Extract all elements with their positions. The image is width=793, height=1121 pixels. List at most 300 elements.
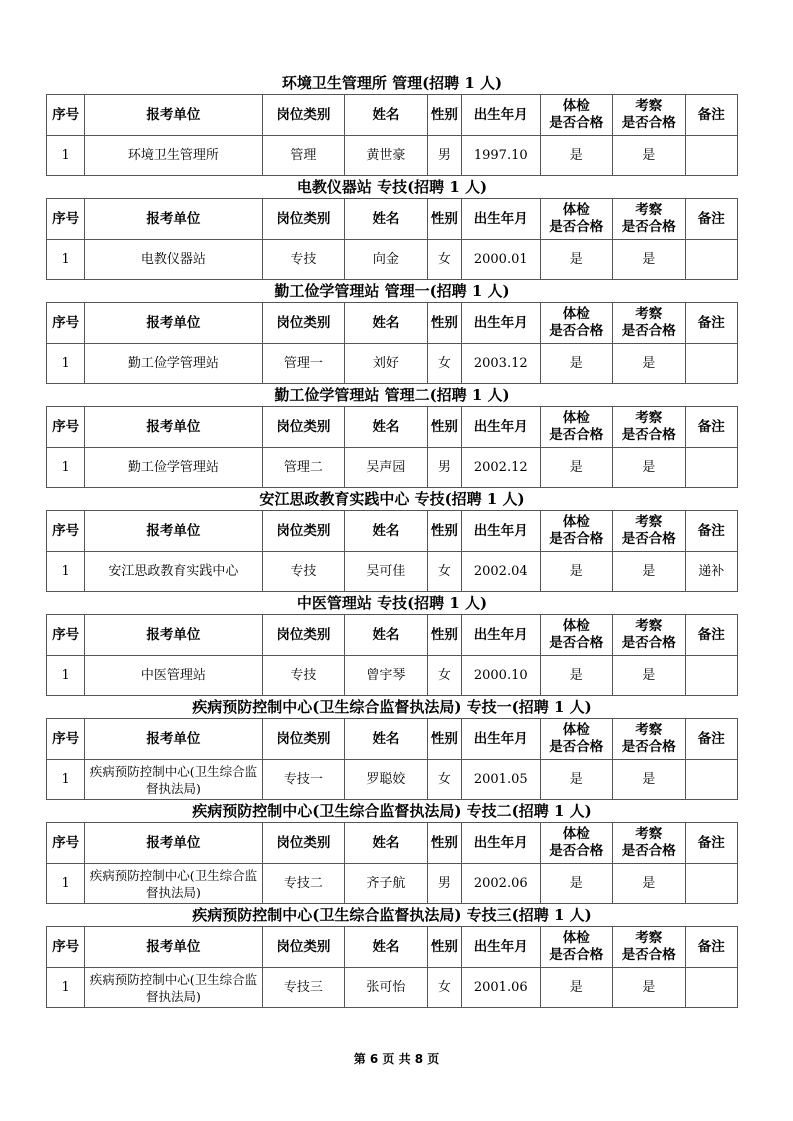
cell-exam: 是 <box>540 136 613 176</box>
cell-unit: 电教仪器站 <box>85 240 262 280</box>
header-remark-text: 备注 <box>697 210 725 227</box>
header-name-text: 姓名 <box>372 522 400 539</box>
cell-gender: 女 <box>427 552 461 592</box>
table-row <box>47 136 738 176</box>
header-birth-text: 出生年月 <box>473 834 528 851</box>
header-inspect-text: 是否合格 <box>621 219 676 235</box>
cell-seq: 1 <box>47 968 85 1008</box>
header-category <box>262 927 345 968</box>
header-exam-text: 是否合格 <box>549 947 604 963</box>
header-unit-text: 报考单位 <box>146 210 201 227</box>
cell-gender: 女 <box>427 344 461 384</box>
cell-remark <box>685 344 737 384</box>
header-exam-text: 是否合格 <box>549 427 604 443</box>
header-seq-text: 序号 <box>52 106 80 123</box>
header-inspect-text: 是否合格 <box>621 947 676 963</box>
header-category <box>262 199 345 240</box>
cell-exam: 是 <box>540 552 613 592</box>
header-gender <box>427 823 461 864</box>
section-block <box>46 384 738 488</box>
header-name-text: 姓名 <box>372 834 400 851</box>
cell-unit: 安江思政教育实践中心 <box>85 552 262 592</box>
header-inspect-text: 是否合格 <box>621 843 676 859</box>
cell-seq: 1 <box>47 552 85 592</box>
cell-remark <box>685 448 737 488</box>
header-name-text: 姓名 <box>372 210 400 227</box>
cell-exam: 是 <box>540 760 613 800</box>
section-title: 中医管理站 专技(招聘 1 人) <box>296 594 488 612</box>
header-inspect <box>613 927 686 968</box>
header-unit-text: 报考单位 <box>146 626 201 643</box>
cell-inspect: 是 <box>613 448 686 488</box>
header-remark-text: 备注 <box>697 730 725 747</box>
header-birth <box>461 95 540 136</box>
header-category <box>262 615 345 656</box>
table-header-row <box>47 407 738 448</box>
header-gender <box>427 303 461 344</box>
header-remark <box>685 823 737 864</box>
header-exam-text: 体检 <box>562 618 590 634</box>
header-exam-text: 体检 <box>562 202 590 218</box>
section-block <box>46 696 738 800</box>
cell-unit: 中医管理站 <box>85 656 262 696</box>
header-category-text: 岗位类别 <box>276 626 331 643</box>
cell-exam: 是 <box>540 656 613 696</box>
header-category-text: 岗位类别 <box>276 730 331 747</box>
header-name <box>345 511 428 552</box>
cell-name: 向金 <box>345 240 428 280</box>
cell-seq: 1 <box>47 448 85 488</box>
header-category-text: 岗位类别 <box>276 418 331 435</box>
header-category-text: 岗位类别 <box>276 106 331 123</box>
header-category-text: 岗位类别 <box>276 314 331 331</box>
cell-name: 刘好 <box>345 344 428 384</box>
header-name-text: 姓名 <box>372 314 400 331</box>
table-header-row <box>47 927 738 968</box>
header-remark <box>685 303 737 344</box>
section-title: 疾病预防控制中心(卫生综合监督执法局) 专技三(招聘 1 人) <box>192 906 592 924</box>
section-block <box>46 800 738 904</box>
header-exam <box>540 199 613 240</box>
header-unit <box>85 407 262 448</box>
header-gender <box>427 199 461 240</box>
cell-gender: 女 <box>427 760 461 800</box>
header-exam <box>540 95 613 136</box>
header-category <box>262 407 345 448</box>
header-gender-text: 性别 <box>430 834 458 851</box>
header-gender-text: 性别 <box>430 626 458 643</box>
header-birth <box>461 303 540 344</box>
header-exam <box>540 511 613 552</box>
header-inspect-text: 考察 <box>635 202 663 218</box>
header-remark <box>685 95 737 136</box>
cell-category: 专技三 <box>262 968 345 1008</box>
cell-name: 黄世豪 <box>345 136 428 176</box>
header-gender-text: 性别 <box>430 730 458 747</box>
table-row <box>47 656 738 696</box>
header-exam <box>540 823 613 864</box>
header-inspect-text: 是否合格 <box>621 531 676 547</box>
header-exam-text: 是否合格 <box>549 739 604 755</box>
table-header-row <box>47 95 738 136</box>
cell-category: 管理二 <box>262 448 345 488</box>
header-birth <box>461 719 540 760</box>
header-remark <box>685 719 737 760</box>
header-unit <box>85 719 262 760</box>
cell-inspect: 是 <box>613 240 686 280</box>
cell-remark <box>685 656 737 696</box>
header-category-text: 岗位类别 <box>276 210 331 227</box>
cell-birth: 2000.01 <box>461 240 540 280</box>
cell-inspect: 是 <box>613 136 686 176</box>
header-name <box>345 823 428 864</box>
cell-birth: 1997.10 <box>461 136 540 176</box>
cell-name: 齐子航 <box>345 864 428 904</box>
header-name-text: 姓名 <box>372 626 400 643</box>
header-remark-text: 备注 <box>697 106 725 123</box>
section-title: 电教仪器站 专技(招聘 1 人) <box>296 178 488 196</box>
header-category <box>262 823 345 864</box>
header-inspect <box>613 95 686 136</box>
cell-birth: 2003.12 <box>461 344 540 384</box>
cell-inspect: 是 <box>613 344 686 384</box>
header-remark-text: 备注 <box>697 522 725 539</box>
header-inspect <box>613 303 686 344</box>
header-exam-text: 是否合格 <box>549 635 604 651</box>
header-remark-text: 备注 <box>697 418 725 435</box>
header-exam-text: 是否合格 <box>549 531 604 547</box>
header-inspect-text: 考察 <box>635 514 663 530</box>
table-header-row <box>47 719 738 760</box>
header-remark-text: 备注 <box>697 938 725 955</box>
header-remark <box>685 927 737 968</box>
cell-exam: 是 <box>540 968 613 1008</box>
header-birth <box>461 823 540 864</box>
header-inspect <box>613 511 686 552</box>
cell-seq: 1 <box>47 864 85 904</box>
header-unit <box>85 511 262 552</box>
header-birth-text: 出生年月 <box>473 418 528 435</box>
header-inspect-text: 考察 <box>635 306 663 322</box>
header-gender <box>427 719 461 760</box>
page-number: 第 6 页 共 8 页 <box>353 1052 440 1066</box>
result-table <box>46 406 738 488</box>
header-inspect-text: 是否合格 <box>621 323 676 339</box>
header-seq-text: 序号 <box>52 834 80 851</box>
header-exam <box>540 615 613 656</box>
header-gender-text: 性别 <box>430 938 458 955</box>
cell-birth: 2002.06 <box>461 864 540 904</box>
header-unit-text: 报考单位 <box>146 106 201 123</box>
table-row <box>47 760 738 800</box>
header-name <box>345 927 428 968</box>
header-birth-text: 出生年月 <box>473 522 528 539</box>
cell-category: 专技二 <box>262 864 345 904</box>
result-table <box>46 302 738 384</box>
section-block <box>46 488 738 592</box>
cell-seq: 1 <box>47 344 85 384</box>
section-block <box>46 592 738 696</box>
cell-remark <box>685 136 737 176</box>
header-unit <box>85 199 262 240</box>
section-block <box>46 280 738 384</box>
cell-category: 专技 <box>262 656 345 696</box>
header-name <box>345 615 428 656</box>
header-seq <box>47 823 85 864</box>
header-exam <box>540 927 613 968</box>
header-name <box>345 303 428 344</box>
header-category <box>262 95 345 136</box>
table-row <box>47 448 738 488</box>
header-birth-text: 出生年月 <box>473 314 528 331</box>
result-table <box>46 614 738 696</box>
cell-remark: 递补 <box>685 552 737 592</box>
section-block <box>46 176 738 280</box>
cell-remark <box>685 240 737 280</box>
header-remark-text: 备注 <box>697 626 725 643</box>
cell-exam: 是 <box>540 448 613 488</box>
result-table <box>46 198 738 280</box>
header-seq-text: 序号 <box>52 730 80 747</box>
header-remark <box>685 199 737 240</box>
header-category-text: 岗位类别 <box>276 834 331 851</box>
table-row <box>47 240 738 280</box>
header-inspect-text: 考察 <box>635 722 663 738</box>
header-exam <box>540 407 613 448</box>
cell-remark <box>685 760 737 800</box>
cell-category: 专技一 <box>262 760 345 800</box>
header-exam-text: 体检 <box>562 306 590 322</box>
header-inspect-text: 是否合格 <box>621 427 676 443</box>
cell-exam: 是 <box>540 240 613 280</box>
header-name-text: 姓名 <box>372 418 400 435</box>
header-exam-text: 体检 <box>562 514 590 530</box>
header-unit <box>85 615 262 656</box>
cell-name: 曾宇琴 <box>345 656 428 696</box>
header-unit <box>85 927 262 968</box>
cell-category: 管理 <box>262 136 345 176</box>
header-seq <box>47 95 85 136</box>
header-birth <box>461 927 540 968</box>
result-table <box>46 94 738 176</box>
header-exam-text: 体检 <box>562 98 590 114</box>
header-inspect-text: 考察 <box>635 618 663 634</box>
cell-name: 吴可佳 <box>345 552 428 592</box>
header-gender-text: 性别 <box>430 314 458 331</box>
table-header-row <box>47 303 738 344</box>
cell-exam: 是 <box>540 344 613 384</box>
cell-inspect: 是 <box>613 760 686 800</box>
section-title: 环境卫生管理所 管理(招聘 1 人) <box>281 74 503 92</box>
header-exam-text: 体检 <box>562 722 590 738</box>
header-birth-text: 出生年月 <box>473 210 528 227</box>
cell-seq: 1 <box>47 760 85 800</box>
header-category-text: 岗位类别 <box>276 522 331 539</box>
header-name-text: 姓名 <box>372 106 400 123</box>
cell-name: 张可怡 <box>345 968 428 1008</box>
section-title: 安江思政教育实践中心 专技(招聘 1 人) <box>259 490 525 508</box>
header-inspect-text: 考察 <box>635 98 663 114</box>
table-row <box>47 864 738 904</box>
header-birth <box>461 199 540 240</box>
header-gender <box>427 407 461 448</box>
header-exam-text: 体检 <box>562 410 590 426</box>
cell-category: 专技 <box>262 240 345 280</box>
table-header-row <box>47 823 738 864</box>
header-name <box>345 719 428 760</box>
result-table <box>46 510 738 592</box>
header-birth-text: 出生年月 <box>473 106 528 123</box>
cell-gender: 女 <box>427 656 461 696</box>
header-name <box>345 407 428 448</box>
header-inspect-text: 是否合格 <box>621 115 676 131</box>
header-gender <box>427 511 461 552</box>
header-birth <box>461 615 540 656</box>
section-title: 勤工俭学管理站 管理一(招聘 1 人) <box>274 282 510 300</box>
header-seq-text: 序号 <box>52 314 80 331</box>
header-seq <box>47 719 85 760</box>
header-gender-text: 性别 <box>430 418 458 435</box>
cell-gender: 男 <box>427 136 461 176</box>
cell-inspect: 是 <box>613 864 686 904</box>
cell-unit: 勤工俭学管理站 <box>85 448 262 488</box>
header-inspect <box>613 719 686 760</box>
header-seq <box>47 407 85 448</box>
result-table <box>46 822 738 904</box>
header-category-text: 岗位类别 <box>276 938 331 955</box>
header-category <box>262 719 345 760</box>
section-title: 疾病预防控制中心(卫生综合监督执法局) 专技二(招聘 1 人) <box>192 802 592 820</box>
header-gender-text: 性别 <box>430 210 458 227</box>
cell-remark <box>685 864 737 904</box>
header-remark <box>685 511 737 552</box>
header-seq-text: 序号 <box>52 938 80 955</box>
header-category <box>262 511 345 552</box>
table-row <box>47 968 738 1008</box>
header-name-text: 姓名 <box>372 730 400 747</box>
section-block <box>46 72 738 176</box>
cell-category: 管理一 <box>262 344 345 384</box>
header-category <box>262 303 345 344</box>
cell-unit: 疾病预防控制中心(卫生综合监督执法局) <box>85 968 262 1008</box>
header-exam-text: 是否合格 <box>549 843 604 859</box>
header-seq-text: 序号 <box>52 522 80 539</box>
header-unit <box>85 95 262 136</box>
header-birth-text: 出生年月 <box>473 626 528 643</box>
header-exam <box>540 719 613 760</box>
header-seq-text: 序号 <box>52 210 80 227</box>
cell-unit: 勤工俭学管理站 <box>85 344 262 384</box>
cell-gender: 男 <box>427 864 461 904</box>
header-inspect <box>613 615 686 656</box>
header-inspect-text: 考察 <box>635 826 663 842</box>
cell-unit: 环境卫生管理所 <box>85 136 262 176</box>
header-unit-text: 报考单位 <box>146 522 201 539</box>
header-unit <box>85 303 262 344</box>
header-exam-text: 体检 <box>562 930 590 946</box>
cell-remark <box>685 968 737 1008</box>
cell-exam: 是 <box>540 864 613 904</box>
header-inspect-text: 考察 <box>635 930 663 946</box>
header-inspect-text: 是否合格 <box>621 635 676 651</box>
cell-gender: 女 <box>427 968 461 1008</box>
header-birth <box>461 407 540 448</box>
cell-unit: 疾病预防控制中心(卫生综合监督执法局) <box>85 760 262 800</box>
cell-name: 吴声园 <box>345 448 428 488</box>
header-seq <box>47 303 85 344</box>
cell-name: 罗聪姣 <box>345 760 428 800</box>
cell-inspect: 是 <box>613 552 686 592</box>
table-header-row <box>47 199 738 240</box>
header-gender <box>427 615 461 656</box>
cell-inspect: 是 <box>613 656 686 696</box>
cell-seq: 1 <box>47 240 85 280</box>
header-seq-text: 序号 <box>52 418 80 435</box>
result-table <box>46 926 738 1008</box>
result-table <box>46 718 738 800</box>
header-remark-text: 备注 <box>697 314 725 331</box>
cell-seq: 1 <box>47 656 85 696</box>
header-exam <box>540 303 613 344</box>
section-title: 勤工俭学管理站 管理二(招聘 1 人) <box>274 386 510 404</box>
header-seq <box>47 511 85 552</box>
header-name <box>345 199 428 240</box>
header-inspect <box>613 407 686 448</box>
header-exam-text: 是否合格 <box>549 323 604 339</box>
cell-birth: 2001.05 <box>461 760 540 800</box>
cell-birth: 2002.12 <box>461 448 540 488</box>
header-seq <box>47 615 85 656</box>
cell-gender: 男 <box>427 448 461 488</box>
header-inspect-text: 是否合格 <box>621 739 676 755</box>
header-exam-text: 是否合格 <box>549 115 604 131</box>
header-inspect <box>613 199 686 240</box>
header-seq-text: 序号 <box>52 626 80 643</box>
header-remark <box>685 407 737 448</box>
cell-seq: 1 <box>47 136 85 176</box>
header-seq <box>47 199 85 240</box>
header-birth-text: 出生年月 <box>473 938 528 955</box>
header-gender <box>427 927 461 968</box>
table-header-row <box>47 615 738 656</box>
header-exam-text: 体检 <box>562 826 590 842</box>
header-remark-text: 备注 <box>697 834 725 851</box>
table-header-row <box>47 511 738 552</box>
table-row <box>47 552 738 592</box>
header-birth-text: 出生年月 <box>473 730 528 747</box>
header-birth <box>461 511 540 552</box>
header-unit-text: 报考单位 <box>146 938 201 955</box>
header-gender-text: 性别 <box>430 106 458 123</box>
header-gender <box>427 95 461 136</box>
header-unit-text: 报考单位 <box>146 834 201 851</box>
document-page <box>46 72 738 1008</box>
header-unit-text: 报考单位 <box>146 314 201 331</box>
header-seq <box>47 927 85 968</box>
cell-birth: 2000.10 <box>461 656 540 696</box>
header-name <box>345 95 428 136</box>
header-unit-text: 报考单位 <box>146 418 201 435</box>
header-gender-text: 性别 <box>430 522 458 539</box>
section-block <box>46 904 738 1008</box>
cell-category: 专技 <box>262 552 345 592</box>
header-inspect-text: 考察 <box>635 410 663 426</box>
header-inspect <box>613 823 686 864</box>
cell-birth: 2002.04 <box>461 552 540 592</box>
cell-birth: 2001.06 <box>461 968 540 1008</box>
header-unit <box>85 823 262 864</box>
header-unit-text: 报考单位 <box>146 730 201 747</box>
